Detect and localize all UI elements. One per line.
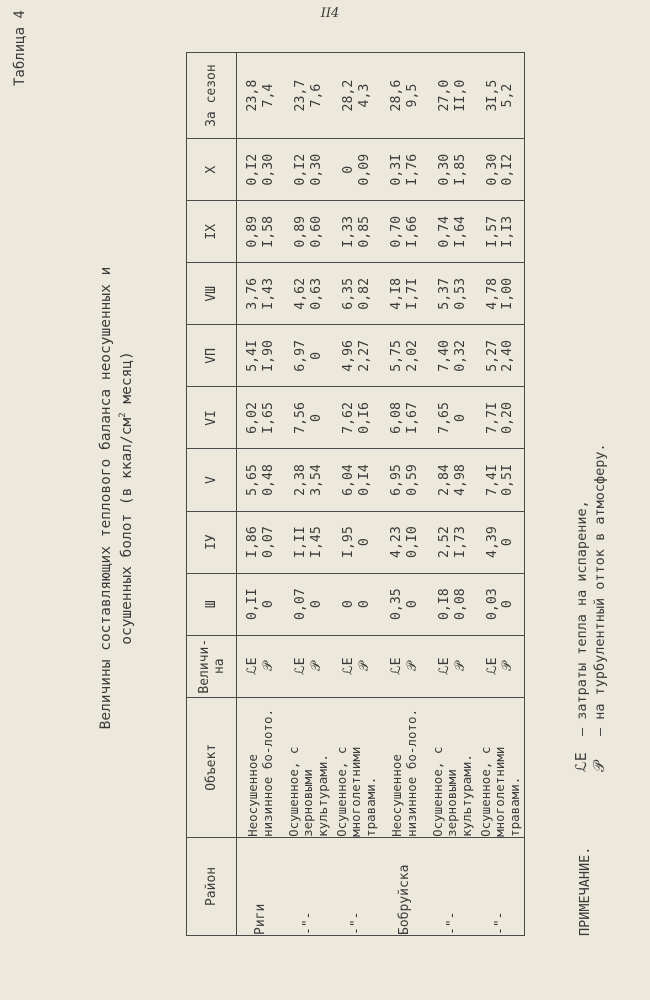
- value-turbulent: 0: [500, 538, 516, 547]
- value-evaporation: 28,2: [341, 79, 356, 112]
- value-evaporation: 0,I2: [293, 153, 308, 186]
- value-cell: [285, 263, 333, 325]
- note-symbol-turbulent: 𝒫: [590, 761, 608, 772]
- value-cell: [429, 201, 477, 263]
- value-cell: [333, 511, 381, 573]
- header-month-5: V: [187, 449, 237, 511]
- value-cell: [429, 325, 477, 387]
- value-evaporation: 5,75: [389, 340, 404, 372]
- value-turbulent: 0: [452, 413, 468, 422]
- value-turbulent: I,64: [452, 215, 468, 248]
- page-number: II4: [320, 6, 340, 21]
- value-evaporation: I,33: [341, 215, 356, 248]
- value-cell: [381, 201, 429, 263]
- value-cell: [381, 573, 429, 635]
- value-turbulent: 0,63: [308, 277, 324, 310]
- value-evaporation: 7,56: [293, 402, 308, 434]
- table-body: [237, 53, 525, 936]
- quantity-symbol-evaporation: ℒE: [293, 657, 308, 675]
- value-cell: [237, 201, 285, 263]
- value-cell: [237, 139, 285, 201]
- region-cell: -"-: [285, 837, 333, 935]
- quantity-symbol-turbulent: 𝒫: [308, 661, 324, 671]
- value-cell: [333, 139, 381, 201]
- rotated-table-sheet: [12, 10, 612, 968]
- object-cell: Неосушенное низинное бо-лото.: [237, 697, 285, 837]
- note-text-turbulent: – на турбулентный отток в атмосферу.: [592, 443, 608, 736]
- quantity-cell: [477, 635, 525, 697]
- value-evaporation: 0: [341, 600, 356, 609]
- note-text-evaporation: – затраты тепла на испарение,: [574, 500, 590, 736]
- value-cell: [333, 573, 381, 635]
- note-symbol-evaporation: ℒE: [572, 752, 590, 772]
- header-month-9: IX: [187, 201, 237, 263]
- value-cell: [477, 387, 525, 449]
- heading-superscript: 2: [118, 412, 128, 418]
- value-evaporation: 7,65: [437, 402, 452, 434]
- object-cell: Осушенное, с зерновыми культурами.: [285, 697, 333, 837]
- value-evaporation: 4,78: [484, 277, 500, 310]
- value-turbulent: 7,4: [260, 83, 276, 108]
- value-evaporation: 0,70: [389, 215, 404, 248]
- table-row: [477, 53, 525, 936]
- value-evaporation: 0,07: [293, 588, 308, 621]
- quantity-cell: [381, 635, 429, 697]
- quantity-symbol-turbulent: 𝒫: [356, 661, 372, 671]
- value-cell: [333, 263, 381, 325]
- table-row: [381, 53, 429, 936]
- value-cell: [477, 263, 525, 325]
- value-turbulent: I,65: [260, 402, 276, 434]
- value-cell: [429, 387, 477, 449]
- value-turbulent: I,45: [308, 526, 324, 558]
- table-row: [237, 53, 285, 936]
- value-cell: [237, 263, 285, 325]
- value-evaporation: 0,89: [293, 215, 308, 248]
- value-cell: [237, 573, 285, 635]
- header-month-8: VШ: [187, 263, 237, 325]
- value-turbulent: 0: [308, 351, 324, 360]
- value-evaporation: 0,35: [389, 588, 404, 621]
- value-evaporation: 0,30: [484, 153, 500, 186]
- value-turbulent: 0,30: [260, 153, 276, 186]
- value-evaporation: 6,35: [341, 277, 356, 310]
- value-turbulent: II,0: [452, 79, 468, 112]
- heading-text-part-2: месяц): [118, 351, 135, 404]
- value-evaporation: I,86: [245, 526, 261, 558]
- value-evaporation: 6,08: [389, 402, 404, 434]
- region-cell: -"-: [429, 837, 477, 935]
- quantity-symbol-turbulent: 𝒫: [452, 661, 468, 671]
- value-cell: [429, 449, 477, 511]
- quantity-cell: [429, 635, 477, 697]
- value-turbulent: 0,85: [356, 215, 372, 248]
- value-cell: [381, 511, 429, 573]
- value-evaporation: 2,84: [437, 464, 452, 496]
- quantity-symbol-evaporation: ℒE: [389, 657, 404, 675]
- value-evaporation: 2,38: [293, 464, 308, 496]
- header-quantity: Величи-на: [187, 635, 237, 697]
- value-evaporation: 3,76: [245, 277, 261, 310]
- value-turbulent: I,58: [260, 215, 276, 248]
- value-turbulent: 0,30: [308, 153, 324, 186]
- value-turbulent: I,90: [260, 340, 276, 372]
- value-evaporation: 5,65: [245, 464, 261, 496]
- value-cell: [429, 139, 477, 201]
- value-cell: [285, 511, 333, 573]
- value-turbulent: I,I3: [500, 215, 516, 248]
- value-cell: [477, 139, 525, 201]
- value-evaporation: 0,30: [437, 153, 452, 186]
- table-row: [429, 53, 477, 936]
- value-cell: [381, 53, 429, 139]
- value-turbulent: I,7I: [404, 277, 420, 310]
- value-cell: [477, 511, 525, 573]
- value-turbulent: 0,5I: [500, 464, 516, 496]
- header-month-4: IУ: [187, 511, 237, 573]
- value-evaporation: 0,74: [437, 215, 452, 248]
- value-evaporation: I,95: [341, 526, 356, 558]
- value-turbulent: I,76: [404, 153, 420, 186]
- value-evaporation: 4,39: [484, 526, 500, 558]
- value-turbulent: 0,I6: [356, 402, 372, 434]
- value-cell: [285, 139, 333, 201]
- value-turbulent: 0,09: [356, 153, 372, 186]
- header-month-3: Ш: [187, 573, 237, 635]
- value-turbulent: 9,5: [404, 83, 420, 108]
- value-cell: [237, 511, 285, 573]
- value-cell: [285, 449, 333, 511]
- region-cell: -"-: [333, 837, 381, 935]
- value-turbulent: 0,I4: [356, 464, 372, 496]
- quantity-symbol-evaporation: ℒE: [484, 657, 500, 675]
- value-evaporation: I,57: [484, 215, 500, 248]
- value-turbulent: I,43: [260, 277, 276, 310]
- value-evaporation: 27,0: [437, 79, 452, 112]
- value-turbulent: 0,59: [404, 464, 420, 496]
- value-evaporation: 6,95: [389, 464, 404, 496]
- note-label: ПРИМЕЧАНИЕ.: [577, 846, 593, 936]
- quantity-symbol-evaporation: ℒE: [437, 657, 452, 675]
- quantity-cell: [333, 635, 381, 697]
- value-turbulent: 0: [404, 600, 420, 609]
- value-cell: [285, 201, 333, 263]
- value-turbulent: 0,I2: [500, 153, 516, 186]
- value-cell: [333, 325, 381, 387]
- value-evaporation: 3I,5: [484, 79, 500, 112]
- value-turbulent: 0,I0: [404, 526, 420, 558]
- table-label: Таблица 4: [12, 10, 28, 86]
- quantity-cell: [237, 635, 285, 697]
- table-row: [333, 53, 381, 936]
- value-cell: [333, 387, 381, 449]
- value-evaporation: 0,I2: [245, 153, 261, 186]
- header-month-10: X: [187, 139, 237, 201]
- value-cell: [237, 325, 285, 387]
- value-evaporation: 7,4I: [484, 464, 500, 496]
- header-region: Район: [187, 837, 237, 935]
- value-turbulent: 5,2: [500, 83, 516, 108]
- value-cell: [429, 511, 477, 573]
- value-turbulent: 2,40: [500, 340, 516, 372]
- table-heading-line-1: Величины составляющих теплового баланса неосушенных и: [98, 266, 114, 730]
- value-cell: [381, 325, 429, 387]
- value-cell: [477, 53, 525, 139]
- value-evaporation: 7,62: [341, 402, 356, 434]
- value-evaporation: 0: [341, 165, 356, 174]
- value-turbulent: 3,54: [308, 464, 324, 496]
- value-cell: [333, 449, 381, 511]
- value-cell: [429, 573, 477, 635]
- value-evaporation: 0,I8: [437, 588, 452, 621]
- value-cell: [381, 387, 429, 449]
- value-evaporation: I,II: [293, 526, 308, 558]
- value-cell: [285, 573, 333, 635]
- value-turbulent: I,73: [452, 526, 468, 558]
- value-evaporation: 0,89: [245, 215, 261, 248]
- value-cell: [237, 53, 285, 139]
- quantity-symbol-turbulent: 𝒫: [260, 661, 276, 671]
- object-cell: Неосушенное низинное бо-лото.: [381, 697, 429, 837]
- value-turbulent: 0,20: [500, 402, 516, 434]
- table-row: [285, 53, 333, 936]
- value-turbulent: 0: [260, 600, 276, 609]
- value-evaporation: 0,03: [484, 588, 500, 621]
- value-turbulent: 2,27: [356, 340, 372, 372]
- object-cell: Осушенное, с многолетними травами.: [333, 697, 381, 837]
- value-cell: [285, 387, 333, 449]
- value-cell: [477, 201, 525, 263]
- quantity-symbol-turbulent: 𝒫: [500, 661, 516, 671]
- quantity-cell: [285, 635, 333, 697]
- value-turbulent: 4,98: [452, 464, 468, 496]
- value-turbulent: I,66: [404, 215, 420, 248]
- header-season: За сезон: [187, 53, 237, 139]
- heading-text-part-1: осушенных болот (в ккал/см: [118, 417, 135, 645]
- value-turbulent: 0: [356, 600, 372, 609]
- value-evaporation: 5,4I: [245, 340, 261, 372]
- value-evaporation: 4,23: [389, 526, 404, 558]
- value-cell: [285, 325, 333, 387]
- value-turbulent: I,85: [452, 153, 468, 186]
- value-evaporation: 0,3I: [389, 153, 404, 186]
- quantity-symbol-evaporation: ℒE: [341, 657, 356, 675]
- heat-balance-table: [186, 52, 525, 936]
- value-evaporation: 7,7I: [484, 402, 500, 434]
- value-cell: [381, 139, 429, 201]
- value-cell: [333, 53, 381, 139]
- value-cell: [333, 201, 381, 263]
- value-turbulent: 0,82: [356, 277, 372, 310]
- value-turbulent: 2,02: [404, 340, 420, 372]
- value-turbulent: I,67: [404, 402, 420, 434]
- value-evaporation: 23,7: [293, 79, 308, 112]
- value-evaporation: 2,52: [437, 526, 452, 558]
- value-cell: [429, 53, 477, 139]
- value-evaporation: 6,02: [245, 402, 261, 434]
- object-cell: Осушенное, с зерновыми культурами.: [429, 697, 477, 837]
- value-turbulent: 0: [500, 600, 516, 609]
- value-cell: [429, 263, 477, 325]
- table-header-row: [187, 53, 237, 936]
- value-turbulent: 4,3: [356, 83, 372, 108]
- value-turbulent: 0,32: [452, 340, 468, 372]
- value-turbulent: 0: [356, 538, 372, 547]
- value-evaporation: 23,8: [245, 79, 261, 112]
- header-month-7: VП: [187, 325, 237, 387]
- value-turbulent: 0: [308, 600, 324, 609]
- value-evaporation: 5,27: [484, 340, 500, 372]
- value-turbulent: 7,6: [308, 83, 324, 108]
- value-cell: [477, 573, 525, 635]
- value-cell: [381, 263, 429, 325]
- value-evaporation: 6,04: [341, 464, 356, 496]
- value-evaporation: 4,I8: [389, 277, 404, 310]
- value-cell: [285, 53, 333, 139]
- table-heading-line-2: [118, 28, 135, 968]
- region-cell: Бобруйска: [381, 837, 429, 935]
- value-evaporation: 4,96: [341, 340, 356, 372]
- value-cell: [477, 325, 525, 387]
- quantity-symbol-turbulent: 𝒫: [404, 661, 420, 671]
- value-evaporation: 6,97: [293, 340, 308, 372]
- value-cell: [237, 449, 285, 511]
- quantity-symbol-evaporation: ℒE: [245, 657, 261, 675]
- region-cell: Риги: [237, 837, 285, 935]
- value-evaporation: 5,37: [437, 277, 452, 310]
- header-object: Объект: [187, 697, 237, 837]
- value-cell: [237, 387, 285, 449]
- value-cell: [477, 449, 525, 511]
- value-turbulent: 0,53: [452, 277, 468, 310]
- value-evaporation: 7,40: [437, 340, 452, 372]
- value-turbulent: 0,07: [260, 526, 276, 558]
- value-evaporation: 4,62: [293, 277, 308, 310]
- value-turbulent: 0,08: [452, 588, 468, 621]
- header-month-6: VI: [187, 387, 237, 449]
- value-turbulent: 0: [308, 413, 324, 422]
- value-turbulent: I,00: [500, 277, 516, 310]
- value-evaporation: 0,II: [245, 588, 261, 621]
- value-evaporation: 28,6: [389, 79, 404, 112]
- value-turbulent: 0,48: [260, 464, 276, 496]
- value-cell: [381, 449, 429, 511]
- region-cell: -"-: [477, 837, 525, 935]
- value-turbulent: 0,60: [308, 215, 324, 248]
- object-cell: Осушенное, с многолетними травами.: [477, 697, 525, 837]
